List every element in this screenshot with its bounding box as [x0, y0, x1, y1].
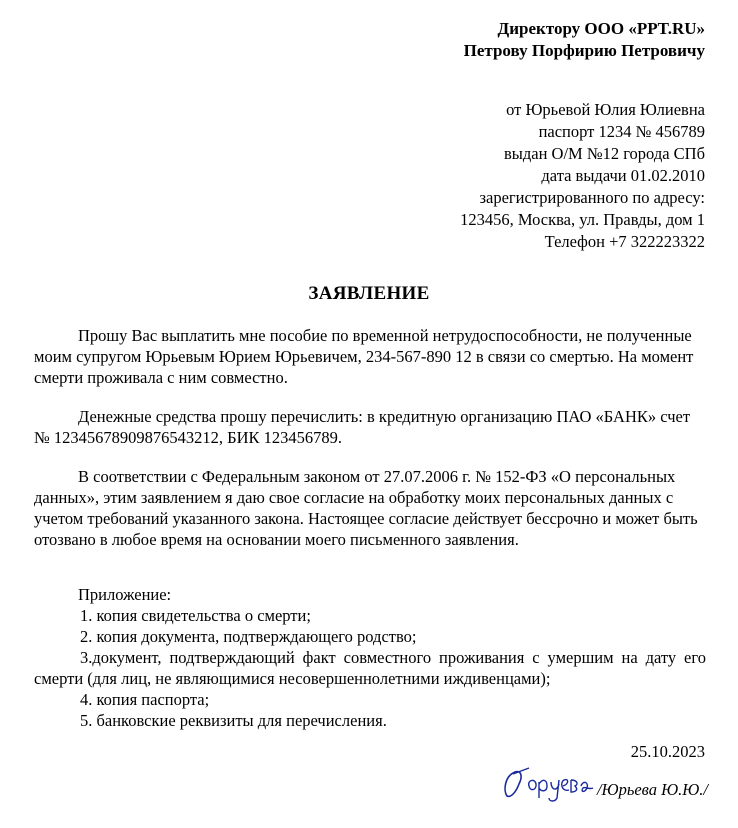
attachment-item-2: 2. копия документа, подтверждающего родство;: [80, 627, 417, 646]
document-date: 25.10.2023: [630, 742, 705, 761]
sender-phone: Телефон +7 322223322: [544, 232, 705, 251]
paragraph-consent: [34, 466, 706, 550]
sender-address-label: зарегистрированного по адресу:: [479, 188, 705, 207]
sender-block: [460, 99, 705, 253]
signature-name: /Юрьева Ю.Ю./: [596, 780, 708, 799]
attachments-title: Приложение:: [78, 585, 172, 604]
paragraph-payment-text: Денежные средства прошу перечислить: в кредитную организацию ПАО «БАНК» счет № 12345678909876543212, БИК 123456789.: [34, 407, 691, 447]
handwritten-signature: [499, 762, 595, 804]
paragraph-consent-text: В соответствии с Федеральным законом от 27.07.2006 г. № 152-ФЗ «О персональных данных», этим заявлением я даю свое согласие на обработку моих персональных данных с учетом требований указанного закона. Настоящее согласие действует бессрочно и может быть отозвано в любое время на основании моего письменного заявления.: [34, 467, 698, 549]
paragraph-request: [34, 325, 706, 388]
signature-block: [499, 762, 708, 804]
addressee-block: [464, 18, 705, 62]
attachment-item-5: 5. банковские реквизиты для перечисления.: [80, 711, 387, 730]
attachment-item-1: 1. копия свидетельства о смерти;: [80, 606, 311, 625]
sender-passport-date: дата выдачи 01.02.2010: [541, 166, 705, 185]
addressee-name: Петрову Порфирию Петровичу: [463, 41, 705, 60]
paragraph-request-text: Прошу Вас выплатить мне пособие по временной нетрудоспособности, не полученные моим супругом Юрьевым Юрием Юрьевичем, 234-567-890 12 в связи со смертью. На момент смерти проживала с ним совместно.: [34, 326, 694, 387]
addressee-position: Директору ООО «PPT.RU»: [497, 19, 705, 38]
sender-address: 123456, Москва, ул. Правды, дом 1: [460, 210, 705, 229]
attachment-item-4: 4. копия паспорта;: [80, 690, 210, 709]
sender-passport: паспорт 1234 № 456789: [538, 122, 705, 141]
document-title: ЗАЯВЛЕНИЕ: [308, 283, 430, 304]
paragraph-payment: [34, 406, 706, 448]
sender-passport-issuer: выдан О/М №12 города СПб: [503, 144, 705, 163]
attachments-list: [34, 584, 706, 731]
attachment-item-3: 3.документ, подтверждающий факт совместного проживания с умершим на дату его смерти (для лиц, не являющимися несовершеннолетними иждивенцами);: [34, 648, 706, 688]
sender-name: от Юрьевой Юлия Юлиевна: [506, 100, 705, 119]
